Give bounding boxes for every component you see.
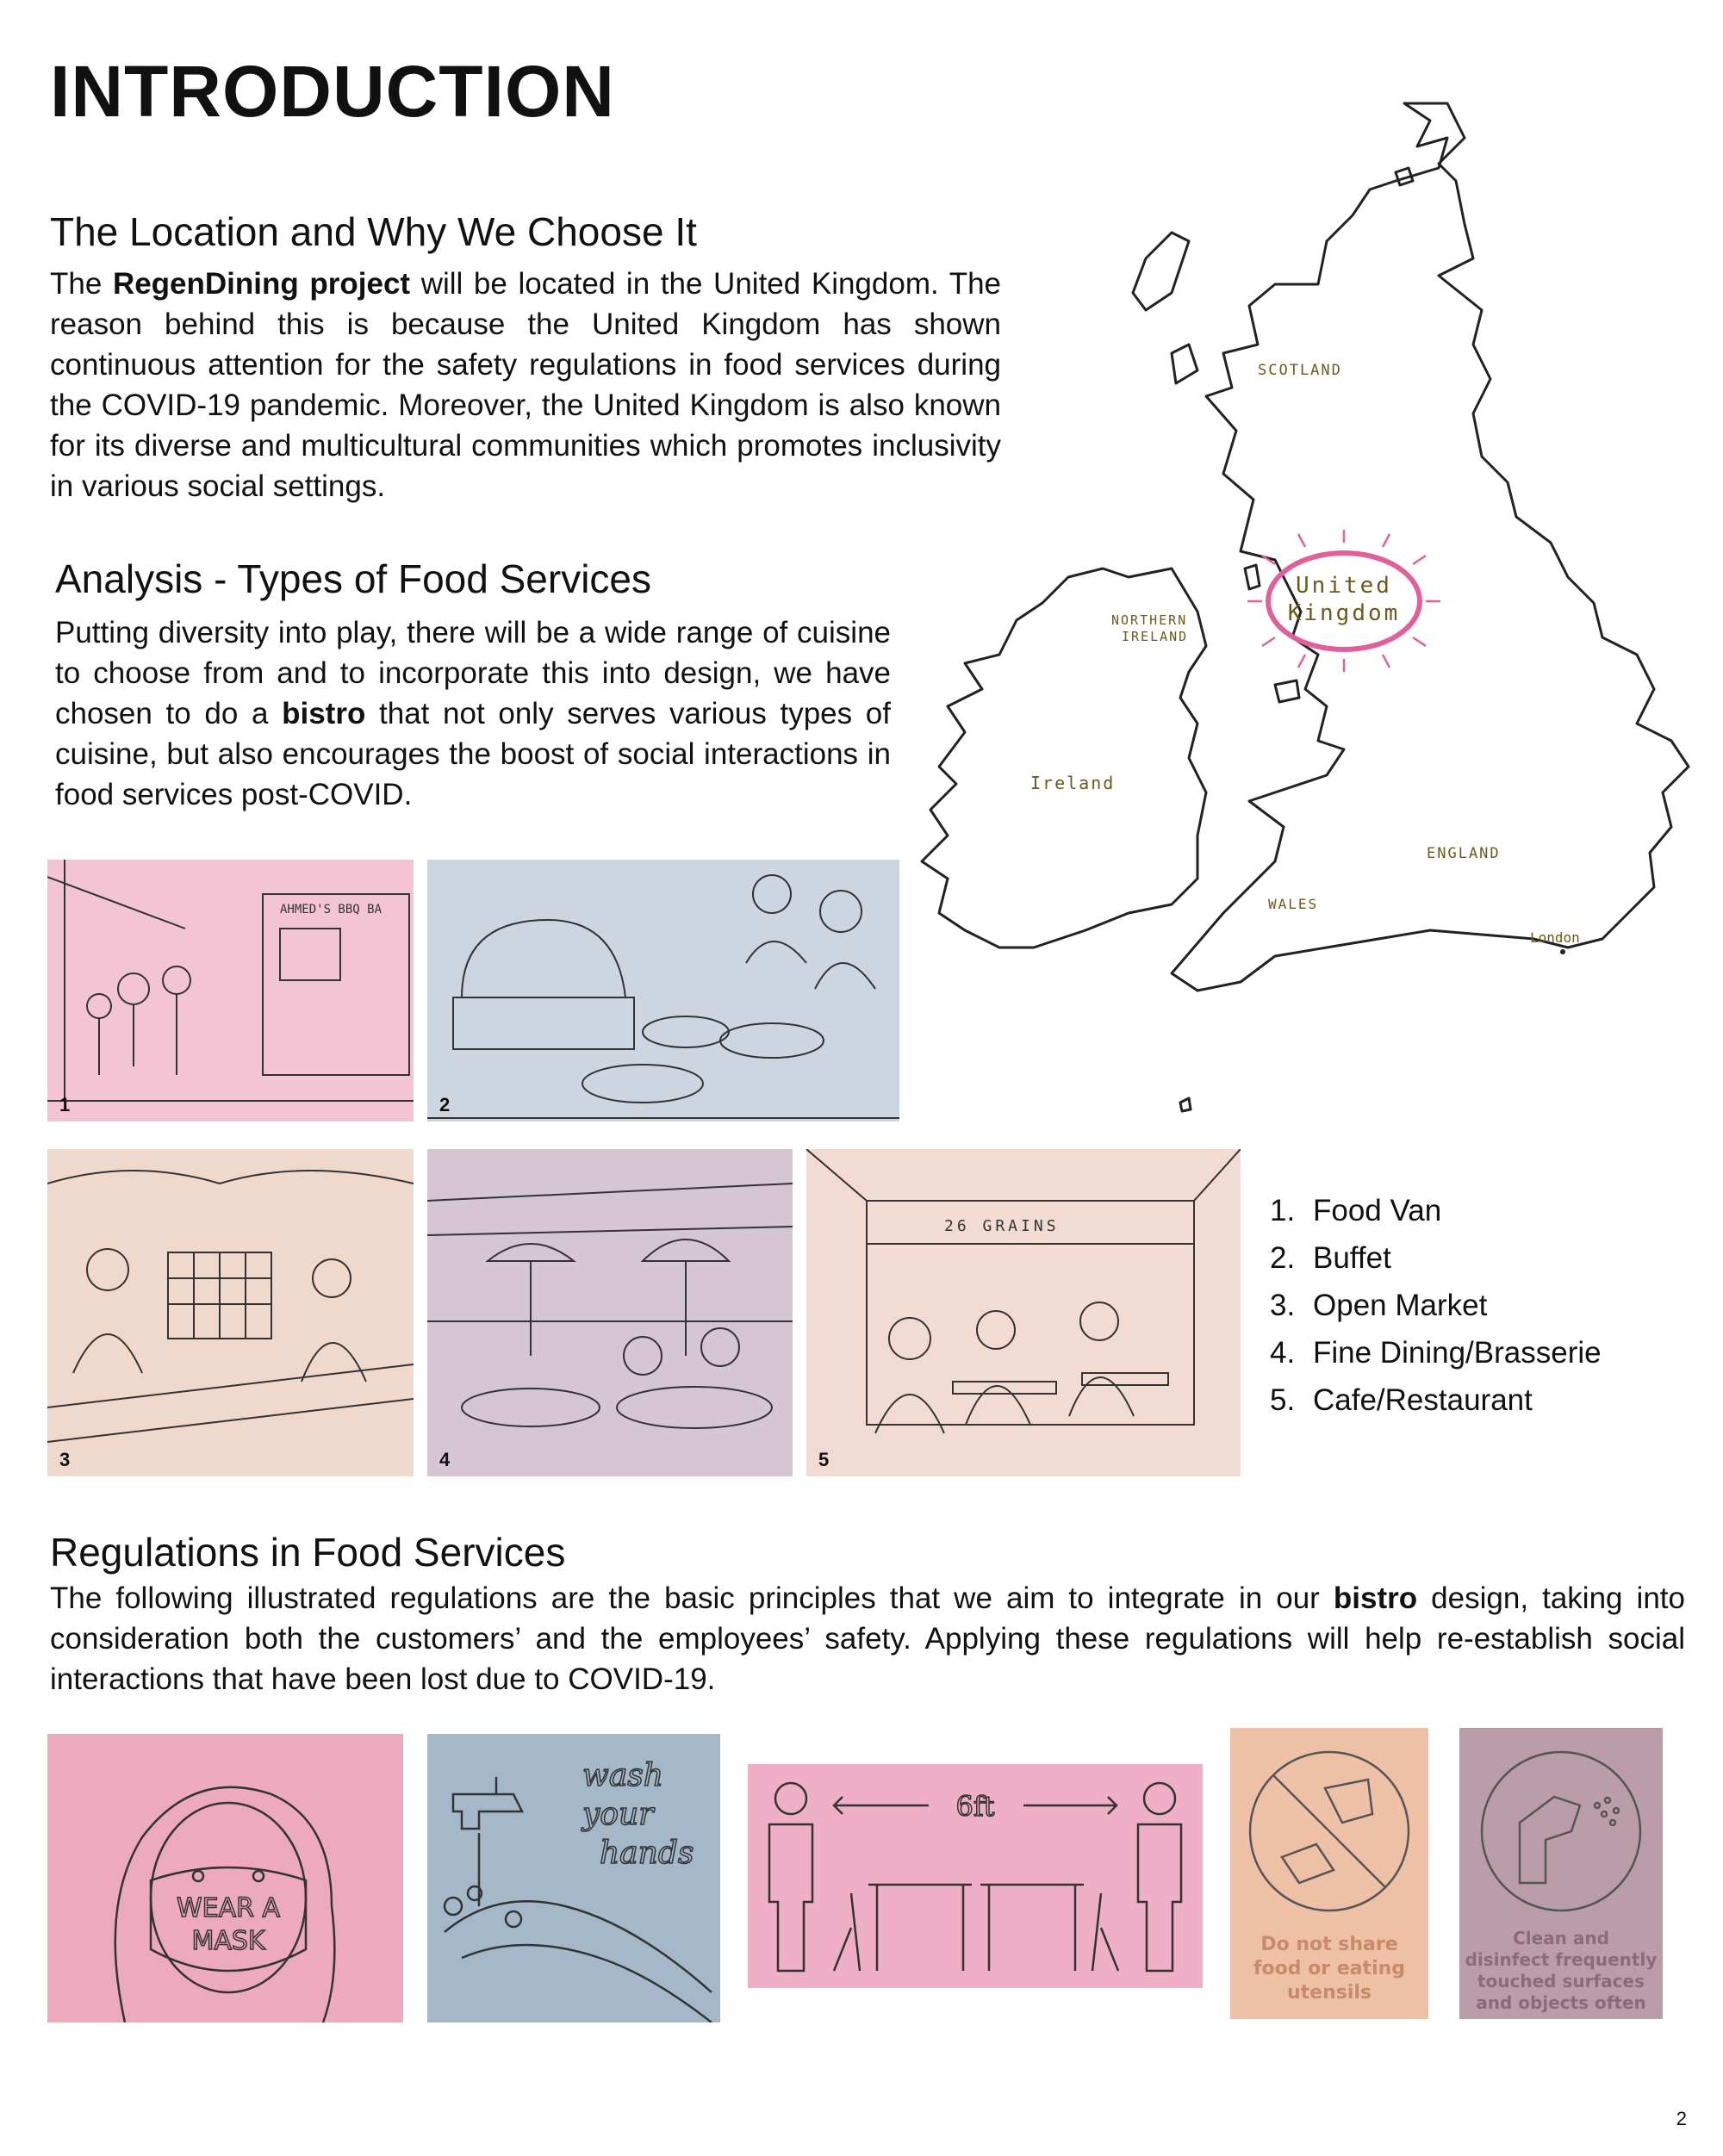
hebrides-outline [1133, 233, 1189, 310]
orkney-outline [1396, 168, 1413, 185]
map-label-northern-ireland-2: IRELAND [1122, 629, 1189, 644]
map-label-united: United [1296, 573, 1392, 599]
map-drawing [913, 86, 1697, 1128]
map-label-scotland: SCOTLAND [1258, 362, 1342, 379]
distance-text: 6ft [955, 1790, 995, 1823]
illustration-buffet [427, 860, 899, 1121]
legend-item: 4. Fine Dining/Brasserie [1270, 1336, 1602, 1370]
uk-ireland-map [913, 86, 1697, 1128]
regulations-paragraph: The following illustrated regulations are the basic principles that we aim to integrate in our bistro design, taking into consideration both the customers’ and the employees’ safety. Applying these regulations will help re-establish social interactions that have been lost due to COVID-19. [50, 1581, 1685, 1696]
anglesey-outline [1275, 680, 1299, 702]
isle-of-man-outline [1245, 565, 1260, 589]
legend-item: 5. Cafe/Restaurant [1270, 1383, 1533, 1417]
analysis-paragraph: Putting diversity into play, there will be a wide range of cuisine to choose from and to incorporate this into design, we have chosen to do a bistro that not only serves various types of cuisine, but also encourages the boost of social interactions in food services post-COVID. [55, 616, 891, 811]
mask-text-1: WEAR A [176, 1893, 281, 1923]
wear-mask-sketch [47, 1734, 403, 2022]
wash-text-1: wash [582, 1758, 663, 1793]
map-label-ireland: Ireland [1030, 773, 1116, 793]
scilly-outline [1180, 1098, 1191, 1111]
map-label-kingdom: Kingdom [1287, 600, 1401, 626]
buffet-sketch [427, 860, 899, 1121]
open-market-sketch [47, 1149, 414, 1476]
legend-item: 1. Food Van [1270, 1194, 1442, 1227]
page-number: 2 [1676, 2108, 1687, 2129]
no-sharing-text: Do not share food or eating utensils [1253, 1934, 1406, 2004]
mask-text-2: MASK [191, 1926, 265, 1956]
cafe-sketch [806, 1149, 1241, 1476]
map-label-london: London [1530, 929, 1580, 946]
illustration-fine-dining [427, 1149, 793, 1476]
wear-mask-card [47, 1734, 403, 2022]
no-sharing-card [1230, 1728, 1428, 2019]
cafe-sign: 26 GRAINS [944, 1217, 1060, 1235]
analysis-heading: Analysis - Types of Food Services [55, 556, 651, 601]
food-van-sketch [47, 860, 414, 1121]
location-paragraph: The RegenDining project will be located in the United Kingdom. The reason behind this is because the United Kingdom has shown continuous attention for the safety regulations in food services during the COVID-19 pandemic. Moreover, the United Kingdom is also known for its diverse and multicultural communities which promotes inclusivity in various social settings. [50, 267, 1001, 503]
legend-item: 3. Open Market [1270, 1289, 1488, 1322]
page-title: INTRODUCTION [50, 51, 615, 132]
wash-hands-sketch [427, 1734, 720, 2022]
map-label-wales: WALES [1268, 896, 1319, 912]
illustration-number: 4 [439, 1449, 451, 1470]
location-heading: The Location and Why We Choose It [50, 209, 697, 254]
illustration-number: 3 [59, 1449, 71, 1470]
legend-item: 2. Buffet [1270, 1241, 1391, 1275]
illustration-number: 2 [439, 1094, 451, 1115]
clean-disinfect-text: Clean and disinfect frequently touched surfaces and objects often [1465, 1928, 1658, 2013]
map-label-england: ENGLAND [1427, 845, 1501, 862]
illustration-number: 1 [59, 1094, 71, 1115]
social-distance-card [748, 1764, 1203, 1988]
map-label-northern-ireland-1: NORTHERN [1111, 612, 1188, 628]
fine-dining-sketch [427, 1149, 793, 1476]
illustration-food-van [47, 860, 414, 1121]
clean-disinfect-card [1459, 1728, 1663, 2019]
illustration-number: 5 [818, 1449, 830, 1470]
wash-text-2: your [582, 1797, 654, 1832]
wash-text-3: hands [600, 1836, 694, 1871]
wash-hands-card [427, 1734, 720, 2022]
hebrides-outline-2 [1172, 345, 1197, 383]
regulations-heading: Regulations in Food Services [50, 1530, 566, 1575]
food-van-sign: AHMED'S BBQ BA [280, 903, 383, 916]
social-distance-sketch [748, 1764, 1203, 1988]
food-service-legend [1270, 1187, 1602, 1424]
illustration-open-market [47, 1149, 414, 1476]
illustration-cafe [806, 1149, 1241, 1476]
london-dot [1560, 949, 1565, 954]
